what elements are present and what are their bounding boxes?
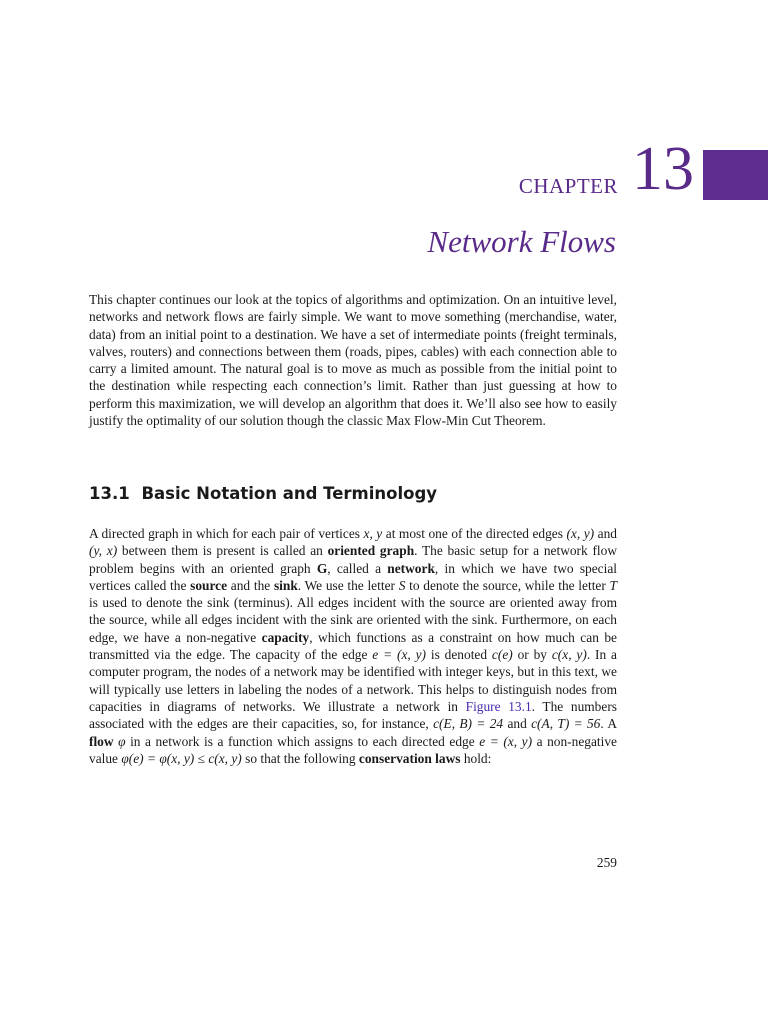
math-inline: x, y <box>363 526 383 541</box>
term-source: source <box>190 577 228 593</box>
math-inline: φ <box>118 733 126 749</box>
term-capacity: capacity <box>261 629 310 645</box>
text-run: and the <box>227 577 274 593</box>
term-network: network <box>387 560 435 576</box>
intro-text: This chapter continues our look at the topics of algorithms and optimization. On an intuitive level, networks and network flows are fairly simple. We want to move something (merchandise, water, data) from an initial point to a destination. We have a set of intermediate points (freight terminals, valves, routers) and connections between them (roads, pipes, cables) with each connection able to carry a limited amount. The natural goal is to move as much as possible from the initial point to the destination while respecting each connection’s limit. Rather than just guessing at how to perform this maximization, we will develop an algorithm that does it. We’ll also see how to easily justify the optimality of our solution though the classic Max Flow-Min Cut Theorem. <box>89 292 617 429</box>
term-graph-g: G <box>316 560 328 576</box>
section-heading <box>89 484 437 503</box>
math-inline: T <box>609 577 617 593</box>
text-run: and <box>503 716 532 732</box>
text-run: . The basic setup for a network flow problem begins with an oriented graph <box>89 543 617 576</box>
text-run: or by <box>512 647 552 663</box>
chapter-number: 13 <box>632 135 694 203</box>
text-run: , in which we have two special vertices called the <box>89 560 617 593</box>
text-run: is denoted <box>426 647 492 663</box>
math-inline: c(e) <box>491 647 513 663</box>
text-run: , which functions as a constraint on how much can be transmitted via the edge. The capacity of the edge <box>89 629 617 663</box>
text-run: is used to denote the sink (terminus). All edges incident with the source are oriented away from the source, while all edges incident with the sink are oriented with the sink. Furthermore, on each edge, we have a non-negative <box>89 595 617 645</box>
text-run: and <box>594 526 617 541</box>
page-number: 259 <box>596 855 617 870</box>
math-inline: (y, x) <box>89 543 118 559</box>
math-inline: (x, y) <box>566 526 595 541</box>
term-flow: flow <box>89 733 114 749</box>
figure-reference-link[interactable]: Figure 13.1 <box>465 698 532 714</box>
text-run: hold: <box>460 750 492 766</box>
text-run: so that the following <box>241 750 359 766</box>
text-run: . The numbers associated with the edges are their capacities, so, for instance, <box>89 698 617 732</box>
text-run: A directed graph in which for each pair of vertices <box>89 526 364 541</box>
term-sink: sink <box>273 577 298 593</box>
text-run: a non-negative value <box>89 733 617 766</box>
math-inline: e = (x, y) <box>479 733 533 749</box>
section-title-text: Basic Notation and Terminology <box>141 484 438 503</box>
math-inline: c(A, T) = 56 <box>531 716 601 732</box>
text-run: in a network is a function which assigns to each directed edge <box>125 733 480 749</box>
chapter-accent-bar <box>703 150 768 200</box>
math-inline: c(x, y) <box>551 647 587 663</box>
text-run: , called a <box>327 560 388 576</box>
text-run: . In a computer program, the nodes of a network may be identified with integer keys, but in this text, we will typically use letters in labeling the nodes of a network. This helps to distinguish nodes from capacities in diagrams of networks. We illustrate a network in <box>89 647 617 714</box>
text-run: at most one of the directed edges <box>382 526 567 541</box>
text-run: to denote the source, while the letter <box>405 577 610 593</box>
chapter-label: CHAPTER <box>518 174 618 198</box>
term-oriented-graph: oriented graph <box>327 543 415 559</box>
intro-paragraph <box>89 291 617 429</box>
chapter-heading <box>0 135 768 203</box>
section-number: 13.1 <box>89 484 130 503</box>
body-paragraph <box>89 525 617 767</box>
math-inline: e = (x, y) <box>372 647 427 663</box>
chapter-title: Network Flows <box>427 224 616 259</box>
text-run: . We use the letter <box>297 577 399 593</box>
math-inline: φ(e) = φ(x, y) ≤ c(x, y) <box>121 750 242 766</box>
math-inline: S <box>398 577 406 593</box>
term-conservation-laws: conservation laws <box>358 750 461 766</box>
text-run: between them is present is called an <box>117 543 328 559</box>
math-inline: c(E, B) = 24 <box>433 716 504 732</box>
body-text <box>89 525 617 767</box>
text-run: . A <box>600 716 617 732</box>
